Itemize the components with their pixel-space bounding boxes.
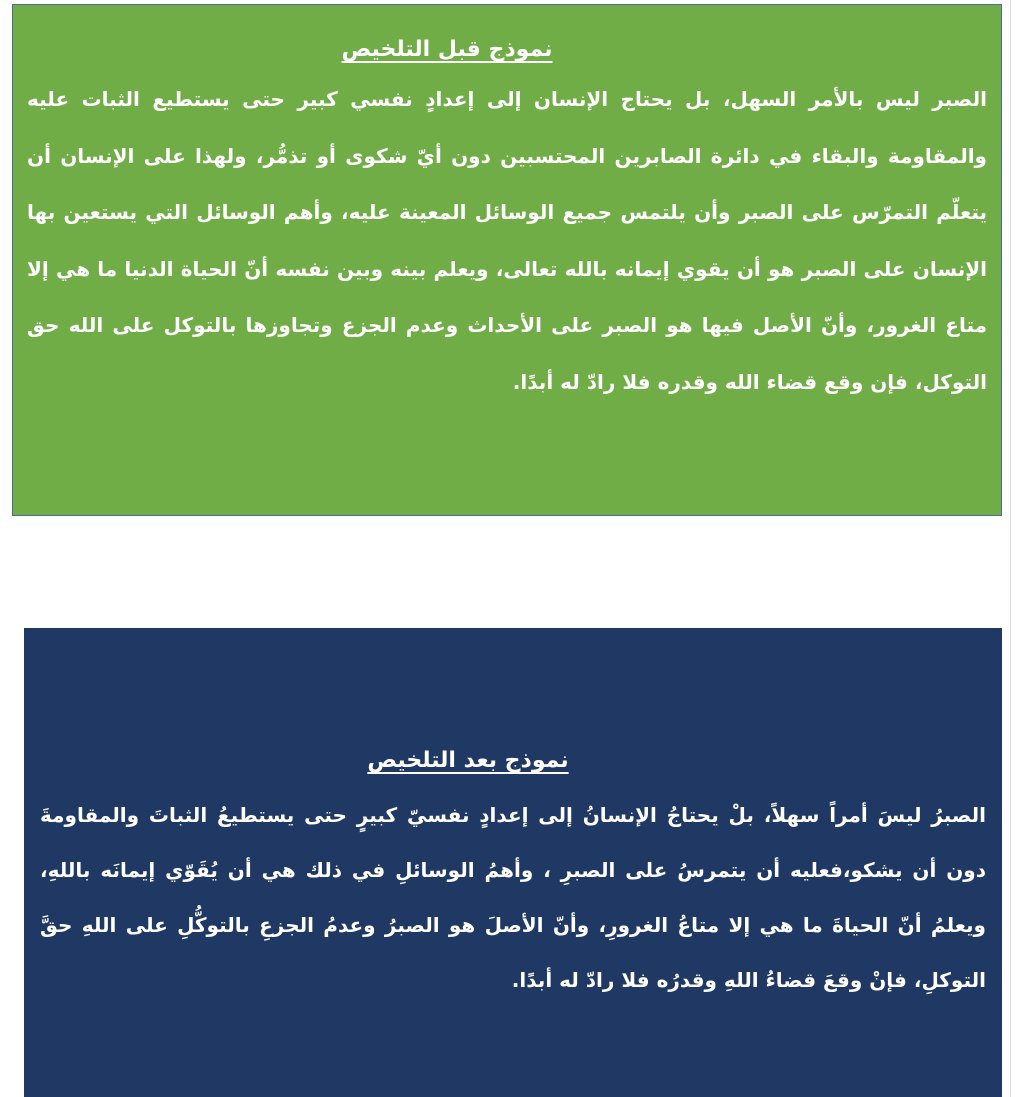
before-summary-text: الصبر ليس بالأمر السهل، بل يحتاج الإنسان إلى إعدادٍ نفسي كبير حتى يستطيع الثبات عليه والمقاومة والبقاء في دائرة الصابرين المحتسبين دون أيّ شكوى أو تذمُّر، ولهذا على الإنسان أن يتعلّم التمرّس على الصبر وأن يلتمس جميع الوسائل المعينة عليه، وأهم الوسائل التي يستعين بها الإنسان على الصبر هو أن يقوي إيمانه بالله تعالى، ويعلم بينه وبين نفسه أنّ الحياة الدنيا ما هي إلا متاع الغرور، وأنّ الأصل فيها هو الصبر على الأحداث وعدم الجزع وتجاوزها بالتوكل على الله حق التوكل، فإن وقع قضاء الله وقدره فلا رادّ له أبدًا. bbox=[27, 87, 987, 394]
after-summary-box bbox=[24, 628, 1002, 1097]
before-summary-title: نموذج قبل التلخيص bbox=[341, 37, 553, 62]
page-edge-divider bbox=[1010, 0, 1011, 1097]
after-summary-title: نموذج بعد التلخيص bbox=[367, 748, 569, 773]
before-summary-box bbox=[12, 4, 1002, 516]
after-summary-text: الصبرُ ليسَ أمراً سهلاً، بلْ يحتاجُ الإنسانُ إلى إعدادٍ نفسيّ كبيرٍ حتى يستطيعُ الثباتَ والمقاومةَ دون أن يشكو،فعليه أن يتمرسُ على الصبرِ ، وأهمُ الوسائلِ في ذلك هي أن يُقَوّي إيمانَه باللهِ، ويعلمُ أنّ الحياةَ ما هي إلا متاعُ الغرورِ، وأنّ الأصلَ هو الصبرُ وعدمُ الجزعِ بالتوكُّلِ على اللهِ حقَّ التوكلِ، فإنْ وقعَ قضاءُ اللهِ وقدرُه فلا رادّ له أبدًا. bbox=[40, 803, 986, 992]
